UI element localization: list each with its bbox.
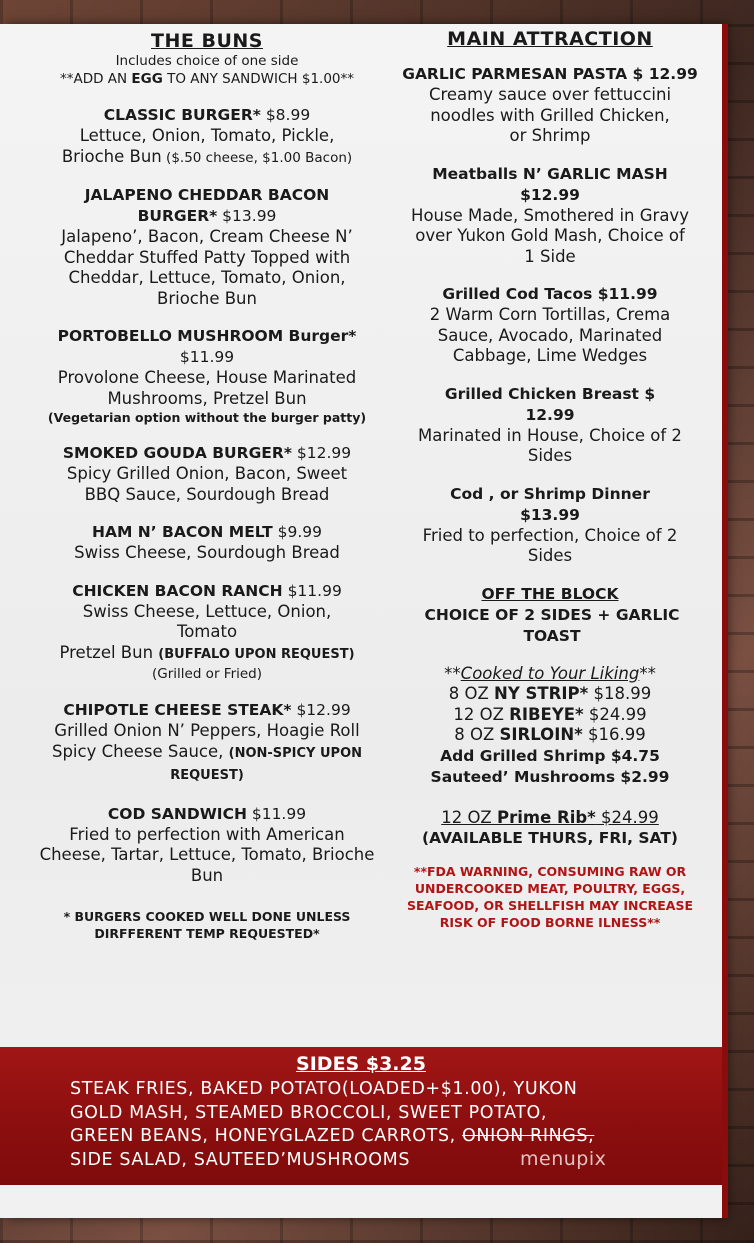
egg-addon	[18, 70, 396, 88]
item-price: $12.99	[291, 444, 352, 462]
menu-item-chicken-bacon-ranch	[18, 581, 396, 684]
item-desc: Fried to perfection with American Cheese, Tartar, Lettuce, Tomato, Brioche Bun	[39, 824, 375, 885]
item-desc: Provolone Cheese, House Marinated Mushrooms, Pretzel Bun	[57, 368, 357, 408]
steak-price: $24.99	[583, 704, 647, 724]
item-price: $11.99	[179, 348, 235, 366]
item-desc: Grilled Onion N’ Peppers, Hoagie Roll	[54, 721, 360, 740]
item-desc: Lettuce, Onion, Tomato, Pickle,	[79, 126, 335, 145]
steak-name: NY STRIP*	[494, 684, 589, 703]
menu-item-meatballs	[402, 164, 698, 268]
addon-mushrooms: Sauteed’ Mushrooms $2.99	[430, 767, 670, 786]
item-price: $13.99	[217, 207, 277, 225]
steak-ny-strip	[402, 684, 698, 705]
sides-list	[70, 1078, 710, 1172]
sides-line	[70, 1125, 710, 1149]
egg-addon-pre: **ADD AN	[59, 71, 132, 87]
buns-subtitle: Includes choice of one side	[115, 53, 299, 69]
burger-footnote: * BURGERS COOKED WELL DONE UNLESS DIRFFERENT TEMP REQUESTED*	[63, 909, 351, 941]
menu-item-cod-shrimp-dinner	[402, 484, 698, 567]
menu-item-chicken-breast	[402, 384, 698, 467]
cooked-text: Cooked to Your Liking	[460, 663, 640, 683]
menu-item-jalapeno-burger	[52, 185, 362, 309]
item-name: HAM N’ BACON MELT	[92, 523, 273, 541]
item-name: PORTOBELLO MUSHROOM Burger*	[57, 327, 357, 345]
menu-item-chipotle-cheese-steak	[18, 700, 396, 787]
off-the-block-section	[402, 584, 698, 647]
item-desc: 2 Warm Corn Tortillas, Crema Sauce, Avocado, Marinated Cabbage, Lime Wedges	[429, 305, 671, 365]
item-desc: Jalapeno’, Bacon, Cream Cheese N’ Cheddar Stuffed Patty Topped with Cheddar, Lettuce, Tomato, Onion, Brioche Bun	[61, 227, 353, 308]
menu-item-classic-burger	[18, 105, 396, 168]
item-name: CHICKEN BACON RANCH	[72, 581, 283, 600]
prime-name: Prime Rib*	[496, 807, 596, 827]
steak-price: $16.99	[582, 725, 646, 744]
buns-section	[18, 30, 396, 942]
item-name: Grilled Chicken Breast $ 12.99	[444, 384, 656, 424]
steak-size: 8 OZ	[454, 725, 500, 744]
item-note: (BUFFALO UPON REQUEST)	[158, 646, 355, 662]
steak-price: $18.99	[588, 684, 652, 703]
steak-sirloin	[402, 725, 698, 746]
item-price: $9.99	[272, 523, 322, 541]
item-name: JALAPENO CHEDDAR BACON BURGER*	[84, 186, 330, 225]
item-name: Cod , or Shrimp Dinner $13.99	[450, 484, 650, 524]
item-desc: Marinated in House, Choice of 2 Sides	[418, 425, 682, 465]
item-price: $11.99	[282, 581, 342, 600]
main-section	[402, 28, 698, 931]
cooked-post: **	[639, 663, 656, 683]
egg-addon-bold: EGG	[131, 71, 163, 87]
sides-struck-item: ONION RINGS,	[462, 1126, 595, 1146]
menu-item-cod-sandwich	[18, 804, 396, 887]
cooked-pre: **	[444, 663, 461, 683]
item-desc: Spicy Cheese Sauce,	[51, 741, 229, 761]
item-note: (NON-SPICY UPON REQUEST)	[170, 745, 363, 783]
prime-rib-line	[402, 808, 698, 829]
item-note: (Grilled or Fried)	[151, 666, 263, 682]
prime-size: 12 OZ	[441, 807, 497, 827]
sides-line: STEAK FRIES, BAKED POTATO(LOADED+$1.00), YUKON	[70, 1079, 578, 1099]
cooked-note	[402, 664, 698, 685]
item-name: COD SANDWICH	[107, 804, 247, 823]
item-desc: Swiss Cheese, Lettuce, Onion, Tomato	[82, 601, 332, 641]
item-name: Grilled Cod Tacos $11.99	[442, 285, 658, 303]
steaks-section	[402, 664, 698, 788]
item-desc: Creamy sauce over fettuccini noodles with Grilled Chicken, or Shrimp	[428, 85, 672, 145]
item-name: CLASSIC BURGER*	[103, 106, 261, 124]
menu-item-cod-tacos	[402, 284, 698, 367]
buns-title: THE BUNS	[151, 30, 263, 52]
item-name: GARLIC PARMESAN PASTA $ 12.99	[402, 65, 698, 83]
menu-item-smoked-gouda	[18, 443, 396, 505]
watermark: menupix	[520, 1148, 607, 1170]
item-note: (Vegetarian option without the burger patty)	[47, 410, 367, 425]
sides-line-part: GREEN BEANS, HONEYGLAZED CARROTS,	[70, 1126, 462, 1146]
item-desc: House Made, Smothered in Gravy over Yukon Gold Mash, Choice of 1 Side	[411, 205, 689, 266]
item-desc: Brioche Bun	[61, 146, 162, 166]
sides-line: SIDE SALAD, SAUTEED’MUSHROOMS	[70, 1149, 411, 1170]
sides-line: GOLD MASH, STEAMED BROCCOLI, SWEET POTATO,	[70, 1102, 548, 1123]
menu-item-ham-bacon-melt	[18, 522, 396, 564]
item-desc: Fried to perfection, Choice of 2 Sides	[422, 525, 678, 565]
prime-rib	[402, 808, 698, 850]
sides-title: SIDES $3.25	[296, 1053, 426, 1075]
egg-addon-post: TO ANY SANDWICH $1.00**	[162, 71, 355, 87]
steak-name: SIRLOIN*	[499, 725, 583, 744]
steak-size: 8 OZ	[448, 684, 495, 703]
prime-price: $24.99	[595, 807, 659, 827]
steak-name: RIBEYE*	[509, 704, 584, 724]
item-price: $8.99	[260, 106, 311, 124]
fda-warning: **FDA WARNING, CONSUMING RAW OR UNDERCOOKED MEAT, POULTRY, EGGS, SEAFOOD, OR SHELLFISH MAY INCREASE RISK OF FOOD BORNE ILNESS**	[406, 864, 693, 930]
item-desc: Pretzel Bun	[59, 642, 159, 662]
item-name: Meatballs N’ GARLIC MASH $12.99	[432, 164, 668, 204]
menu-item-portobello-burger	[18, 326, 396, 426]
item-name: SMOKED GOUDA BURGER*	[62, 444, 292, 462]
steak-size: 12 OZ	[453, 704, 510, 724]
sides-band	[0, 1047, 722, 1185]
main-title: MAIN ATTRACTION	[447, 28, 653, 50]
item-desc: Swiss Cheese, Sourdough Bread	[74, 543, 340, 562]
block-title: OFF THE BLOCK	[481, 584, 619, 603]
prime-rib-days: (AVAILABLE THURS, FRI, SAT)	[422, 829, 678, 847]
item-price: $11.99	[246, 804, 307, 823]
menu-item-garlic-pasta	[402, 64, 698, 147]
menu-edge-strip	[722, 24, 728, 1218]
item-name: CHIPOTLE CHEESE STEAK*	[63, 701, 292, 719]
block-subtitle: CHOICE OF 2 SIDES + GARLIC TOAST	[424, 605, 680, 645]
addon-shrimp: Add Grilled Shrimp $4.75	[440, 746, 660, 765]
item-desc: Spicy Grilled Onion, Bacon, Sweet BBQ Sauce, Sourdough Bread	[66, 464, 348, 504]
item-price: $12.99	[291, 701, 351, 719]
steak-ribeye	[402, 705, 698, 726]
item-note: ($.50 cheese, $1.00 Bacon)	[161, 149, 353, 166]
